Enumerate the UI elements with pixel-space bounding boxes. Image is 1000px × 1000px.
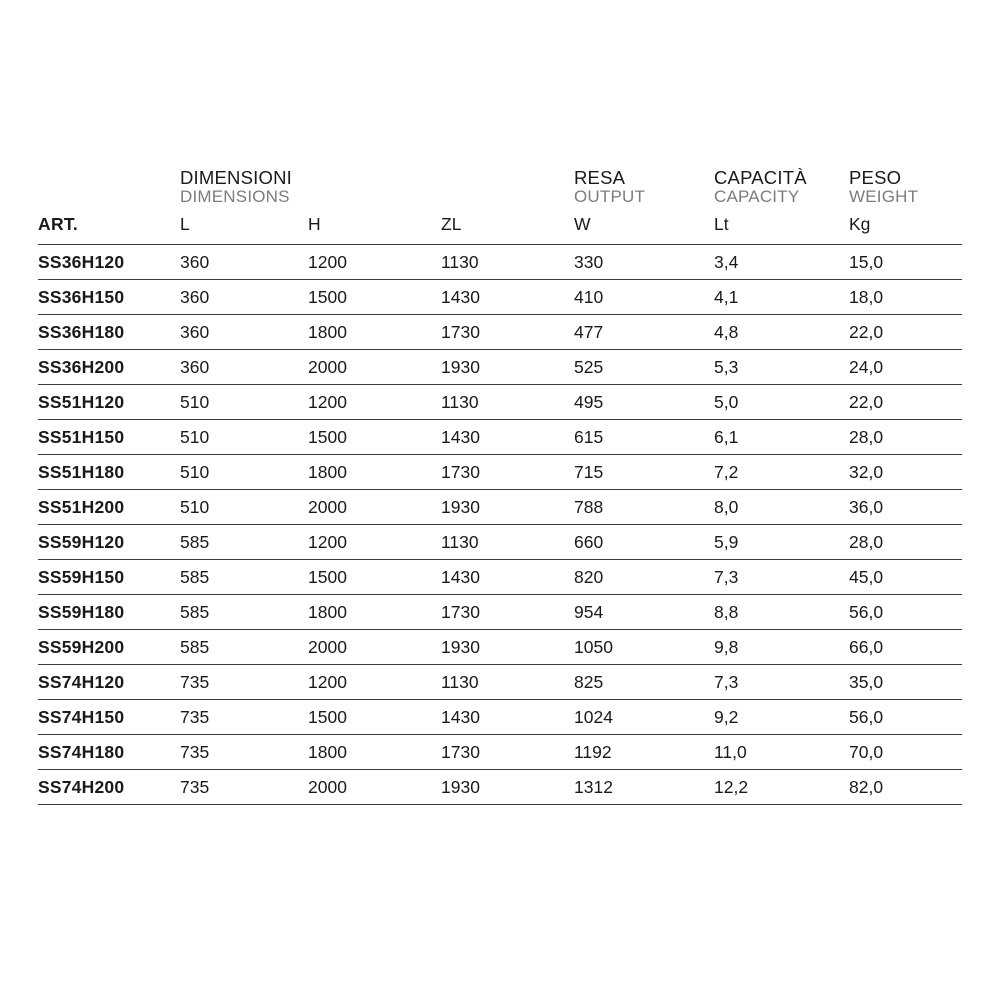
table-row	[38, 700, 962, 735]
cell-l: 360	[180, 315, 308, 350]
group-header-weight-italian: PESO	[849, 167, 902, 188]
cell-kg: 66,0	[849, 630, 962, 665]
cell-art: SS36H200	[38, 350, 180, 385]
cell-kg: 22,0	[849, 315, 962, 350]
cell-w: 788	[574, 490, 714, 525]
group-header-output	[574, 168, 714, 212]
cell-kg: 22,0	[849, 385, 962, 420]
column-label-h: H	[308, 214, 321, 235]
cell-zl: 1430	[441, 420, 574, 455]
cell-w: 615	[574, 420, 714, 455]
table-row	[38, 350, 962, 385]
cell-zl: 1930	[441, 630, 574, 665]
cell-h: 2000	[308, 350, 441, 385]
table-row	[38, 455, 962, 490]
cell-kg: 56,0	[849, 595, 962, 630]
cell-zl: 1930	[441, 350, 574, 385]
cell-art: SS59H180	[38, 595, 180, 630]
cell-lt: 9,8	[714, 630, 849, 665]
cell-art: SS74H150	[38, 700, 180, 735]
cell-w: 330	[574, 245, 714, 280]
cell-kg: 24,0	[849, 350, 962, 385]
cell-l: 735	[180, 770, 308, 805]
column-label-kg: Kg	[849, 214, 871, 235]
cell-h: 1800	[308, 735, 441, 770]
cell-zl: 1730	[441, 735, 574, 770]
cell-art: SS59H200	[38, 630, 180, 665]
group-header-weight	[849, 168, 962, 212]
cell-h: 1800	[308, 455, 441, 490]
cell-zl: 1130	[441, 525, 574, 560]
cell-h: 2000	[308, 490, 441, 525]
cell-lt: 5,3	[714, 350, 849, 385]
cell-kg: 36,0	[849, 490, 962, 525]
cell-zl: 1130	[441, 245, 574, 280]
cell-zl: 1730	[441, 595, 574, 630]
group-header-output-english: OUTPUT	[574, 186, 646, 206]
cell-l: 585	[180, 560, 308, 595]
cell-zl: 1130	[441, 665, 574, 700]
cell-w: 1192	[574, 735, 714, 770]
group-header-capacity	[714, 168, 849, 212]
cell-art: SS36H120	[38, 245, 180, 280]
group-header-weight-english: WEIGHT	[849, 186, 919, 206]
cell-w: 660	[574, 525, 714, 560]
table-row	[38, 490, 962, 525]
table-row	[38, 315, 962, 350]
cell-lt: 8,8	[714, 595, 849, 630]
cell-zl: 1730	[441, 455, 574, 490]
group-header-row	[38, 168, 962, 212]
cell-art: SS51H150	[38, 420, 180, 455]
cell-lt: 4,1	[714, 280, 849, 315]
cell-w: 1024	[574, 700, 714, 735]
cell-lt: 4,8	[714, 315, 849, 350]
cell-l: 360	[180, 245, 308, 280]
column-label-art: ART.	[38, 214, 79, 235]
cell-w: 715	[574, 455, 714, 490]
column-label-w: W	[574, 214, 591, 235]
cell-h: 1800	[308, 595, 441, 630]
table-row	[38, 385, 962, 420]
group-header-capacity-english: CAPACITY	[714, 186, 800, 206]
table-row	[38, 560, 962, 595]
cell-kg: 15,0	[849, 245, 962, 280]
cell-zl: 1930	[441, 770, 574, 805]
cell-h: 1200	[308, 385, 441, 420]
cell-art: SS51H120	[38, 385, 180, 420]
cell-lt: 3,4	[714, 245, 849, 280]
cell-kg: 32,0	[849, 455, 962, 490]
cell-art: SS36H180	[38, 315, 180, 350]
cell-lt: 8,0	[714, 490, 849, 525]
cell-lt: 6,1	[714, 420, 849, 455]
cell-zl: 1130	[441, 385, 574, 420]
cell-kg: 82,0	[849, 770, 962, 805]
cell-l: 510	[180, 490, 308, 525]
cell-zl: 1930	[441, 490, 574, 525]
cell-lt: 7,3	[714, 560, 849, 595]
cell-kg: 28,0	[849, 420, 962, 455]
cell-zl: 1430	[441, 280, 574, 315]
table-row	[38, 245, 962, 280]
cell-lt: 7,3	[714, 665, 849, 700]
cell-kg: 18,0	[849, 280, 962, 315]
cell-kg: 70,0	[849, 735, 962, 770]
cell-w: 495	[574, 385, 714, 420]
cell-l: 585	[180, 525, 308, 560]
cell-zl: 1430	[441, 560, 574, 595]
table-row	[38, 630, 962, 665]
cell-art: SS74H180	[38, 735, 180, 770]
group-header-dimensions-italian: DIMENSIONI	[180, 167, 292, 188]
cell-l: 585	[180, 595, 308, 630]
cell-l: 735	[180, 735, 308, 770]
table-body	[38, 245, 962, 805]
cell-l: 510	[180, 385, 308, 420]
cell-lt: 11,0	[714, 735, 849, 770]
table-row	[38, 665, 962, 700]
cell-w: 1312	[574, 770, 714, 805]
cell-lt: 7,2	[714, 455, 849, 490]
cell-art: SS74H120	[38, 665, 180, 700]
cell-h: 1200	[308, 245, 441, 280]
cell-art: SS51H200	[38, 490, 180, 525]
group-header-dimensions-english: DIMENSIONS	[180, 186, 290, 206]
cell-h: 2000	[308, 630, 441, 665]
table-row	[38, 770, 962, 805]
cell-w: 525	[574, 350, 714, 385]
cell-lt: 9,2	[714, 700, 849, 735]
table-row	[38, 525, 962, 560]
table-row	[38, 420, 962, 455]
group-header-dimensions	[180, 168, 574, 212]
cell-h: 1800	[308, 315, 441, 350]
cell-l: 360	[180, 350, 308, 385]
cell-h: 2000	[308, 770, 441, 805]
cell-w: 477	[574, 315, 714, 350]
cell-l: 735	[180, 665, 308, 700]
group-header-capacity-italian: CAPACITÀ	[714, 167, 807, 188]
cell-w: 954	[574, 595, 714, 630]
cell-art: SS36H150	[38, 280, 180, 315]
cell-art: SS59H120	[38, 525, 180, 560]
cell-l: 360	[180, 280, 308, 315]
group-header-output-italian: RESA	[574, 167, 626, 188]
table-row	[38, 595, 962, 630]
cell-l: 735	[180, 700, 308, 735]
cell-h: 1500	[308, 280, 441, 315]
cell-art: SS74H200	[38, 770, 180, 805]
cell-lt: 5,9	[714, 525, 849, 560]
column-label-l: L	[180, 214, 190, 235]
cell-h: 1500	[308, 560, 441, 595]
table-row	[38, 735, 962, 770]
cell-lt: 12,2	[714, 770, 849, 805]
group-header-empty	[38, 168, 180, 212]
cell-h: 1500	[308, 420, 441, 455]
cell-l: 510	[180, 455, 308, 490]
cell-kg: 35,0	[849, 665, 962, 700]
cell-h: 1200	[308, 665, 441, 700]
cell-art: SS59H150	[38, 560, 180, 595]
cell-kg: 56,0	[849, 700, 962, 735]
cell-w: 825	[574, 665, 714, 700]
cell-w: 410	[574, 280, 714, 315]
cell-h: 1200	[308, 525, 441, 560]
column-label-row	[38, 212, 962, 245]
cell-w: 820	[574, 560, 714, 595]
cell-art: SS51H180	[38, 455, 180, 490]
table-row	[38, 280, 962, 315]
column-label-lt: Lt	[714, 214, 729, 235]
cell-zl: 1730	[441, 315, 574, 350]
cell-w: 1050	[574, 630, 714, 665]
cell-h: 1500	[308, 700, 441, 735]
cell-kg: 28,0	[849, 525, 962, 560]
cell-kg: 45,0	[849, 560, 962, 595]
cell-l: 585	[180, 630, 308, 665]
cell-zl: 1430	[441, 700, 574, 735]
product-specification-table	[38, 168, 962, 805]
cell-lt: 5,0	[714, 385, 849, 420]
column-label-zl: ZL	[441, 214, 462, 235]
cell-l: 510	[180, 420, 308, 455]
